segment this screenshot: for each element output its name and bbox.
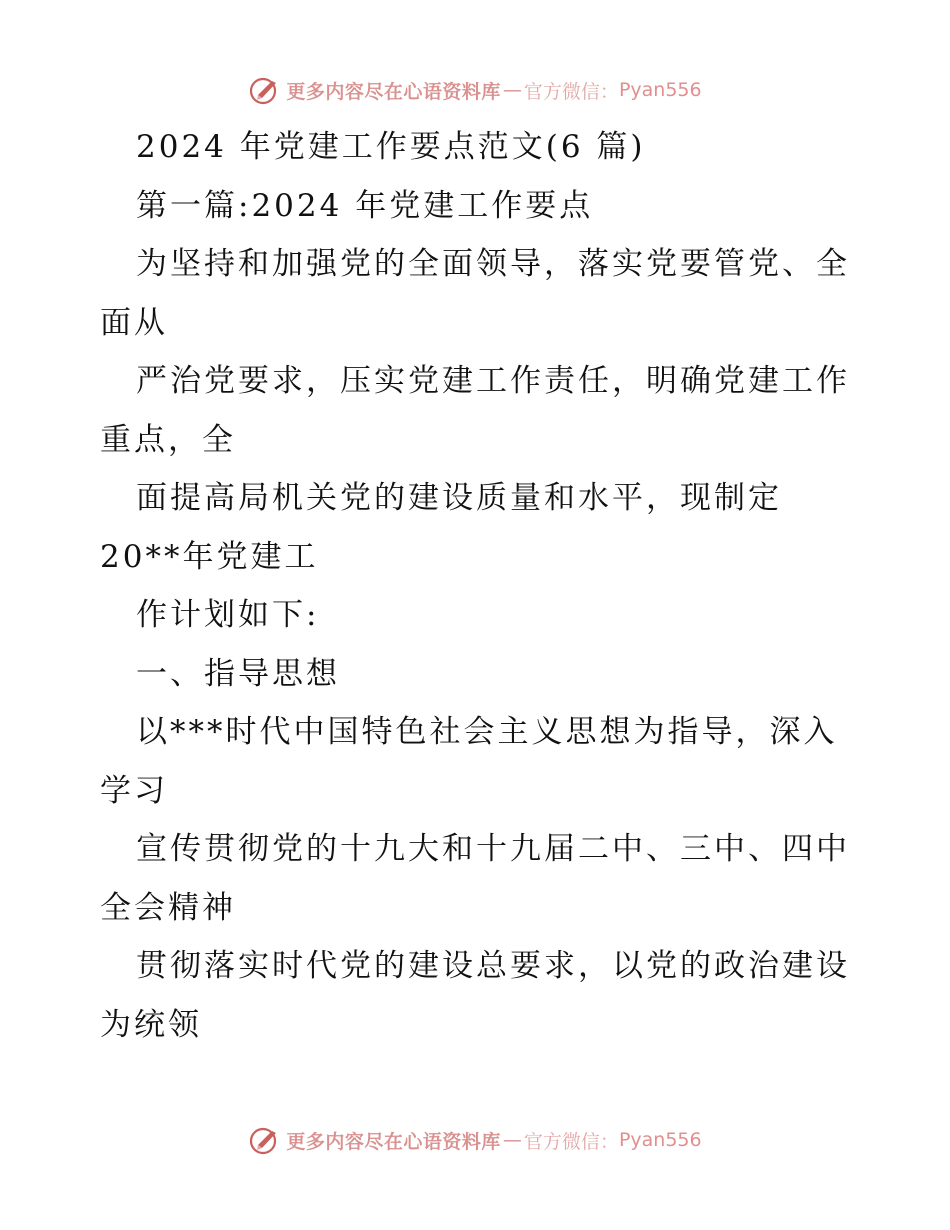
watermark-separator: — <box>502 79 522 101</box>
footer-watermark <box>0 1122 950 1158</box>
watermark-separator: — <box>502 1129 522 1151</box>
paragraph-line: 作计划如下: <box>136 597 320 633</box>
subsection-heading: 一、指导思想 <box>136 655 340 692</box>
document-body <box>100 118 860 1054</box>
pen-circle-icon <box>248 1123 282 1157</box>
watermark-id: Pyan556 <box>618 79 702 101</box>
watermark-brand: 更多内容尽在心语资料库 <box>286 1130 501 1153</box>
paragraph-line: 面从 <box>100 304 168 341</box>
doc-title: 2024 年党建工作要点范文(6 篇) <box>136 129 646 165</box>
paragraph-line: 面提高局机关党的建设质量和水平，现制定 <box>136 480 782 516</box>
paragraph-line: 贯彻落实时代党的建设总要求，以党的政治建设 <box>136 948 850 984</box>
watermark-channel: 官方微信： <box>523 80 619 103</box>
paragraph-line: 宣传贯彻党的十九大和十九届二中、三中、四中 <box>136 831 850 867</box>
watermark-id: Pyan556 <box>618 1129 702 1151</box>
paragraph-line: 20**年党建工 <box>100 538 319 575</box>
watermark-channel: 官方微信： <box>523 1130 619 1153</box>
watermark-brand: 更多内容尽在心语资料库 <box>286 80 501 103</box>
paragraph-line: 为统领 <box>100 1006 202 1043</box>
paragraph-line: 重点，全 <box>100 421 236 458</box>
paragraph-line: 严治党要求，压实党建工作责任，明确党建工作 <box>136 363 850 399</box>
section-heading: 第一篇:2024 年党建工作要点 <box>136 187 594 224</box>
paragraph-line: 学习 <box>100 772 168 809</box>
paragraph-line: 全会精神 <box>100 889 236 926</box>
pen-circle-icon <box>248 73 282 107</box>
header-watermark <box>0 72 950 108</box>
paragraph-line: 以***时代中国特色社会主义思想为指导，深入 <box>136 714 838 750</box>
paragraph-line: 为坚持和加强党的全面领导，落实党要管党、全 <box>136 246 850 282</box>
